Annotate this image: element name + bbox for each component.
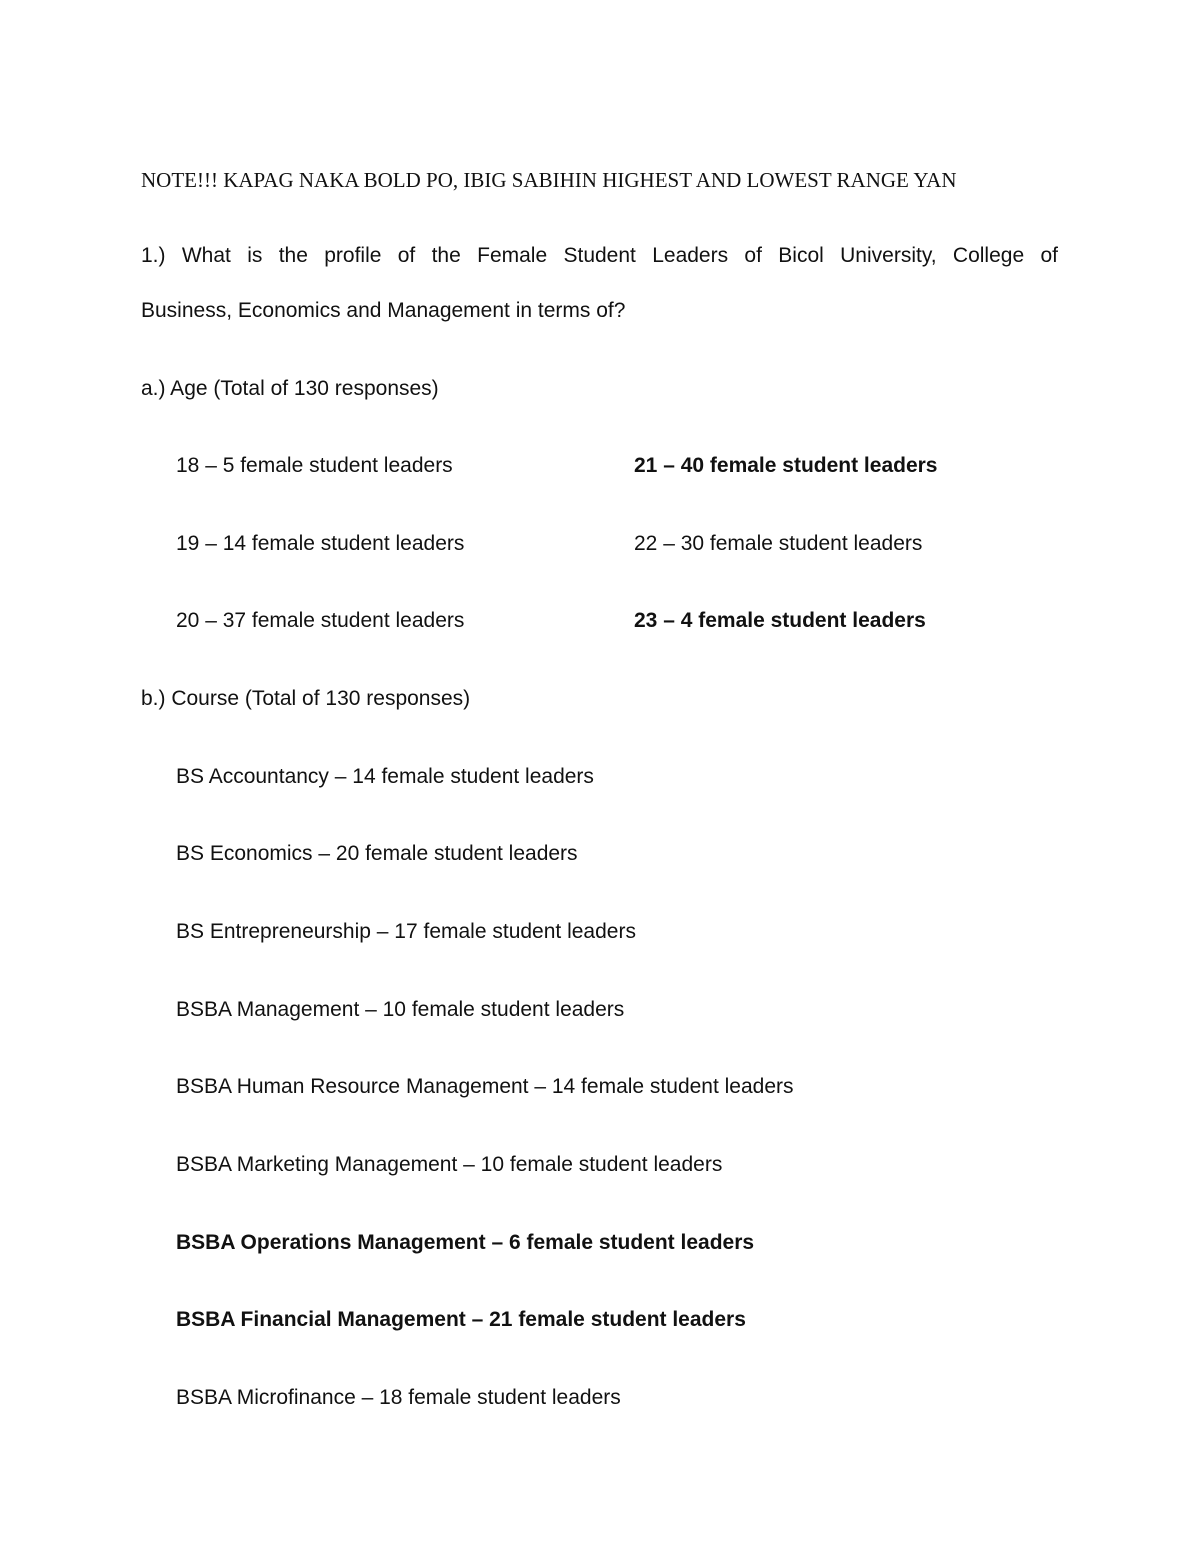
age-item-22: 22 – 30 female student leaders [634,532,923,555]
course-item: BSBA Marketing Management – 10 female student leaders [176,1153,723,1176]
age-heading: a.) Age (Total of 130 responses) [141,377,439,400]
question-line-1: 1.) What is the profile of the Female Student Leaders of Bicol University, College of [141,244,1058,267]
course-item: BSBA Operations Management – 6 female student leaders [176,1231,755,1254]
course-item: BSBA Management – 10 female student leaders [176,998,625,1021]
course-item: BSBA Financial Management – 21 female student leaders [176,1308,746,1331]
age-item-20: 20 – 37 female student leaders [176,609,465,632]
age-item-18: 18 – 5 female student leaders [176,454,453,477]
age-item-23: 23 – 4 female student leaders [634,609,926,632]
age-item-19: 19 – 14 female student leaders [176,532,465,555]
note-line: NOTE!!! KAPAG NAKA BOLD PO, IBIG SABIHIN HIGHEST AND LOWEST RANGE YAN [141,168,957,192]
question-line-2: Business, Economics and Management in terms of? [141,299,626,322]
course-item: BSBA Human Resource Management – 14 female student leaders [176,1075,794,1098]
age-item-21: 21 – 40 female student leaders [634,454,938,477]
course-item: BSBA Microfinance – 18 female student leaders [176,1386,621,1409]
course-item: BS Economics – 20 female student leaders [176,842,578,865]
course-item: BS Entrepreneurship – 17 female student leaders [176,920,636,943]
course-heading: b.) Course (Total of 130 responses) [141,687,471,710]
course-item: BS Accountancy – 14 female student leaders [176,765,594,788]
